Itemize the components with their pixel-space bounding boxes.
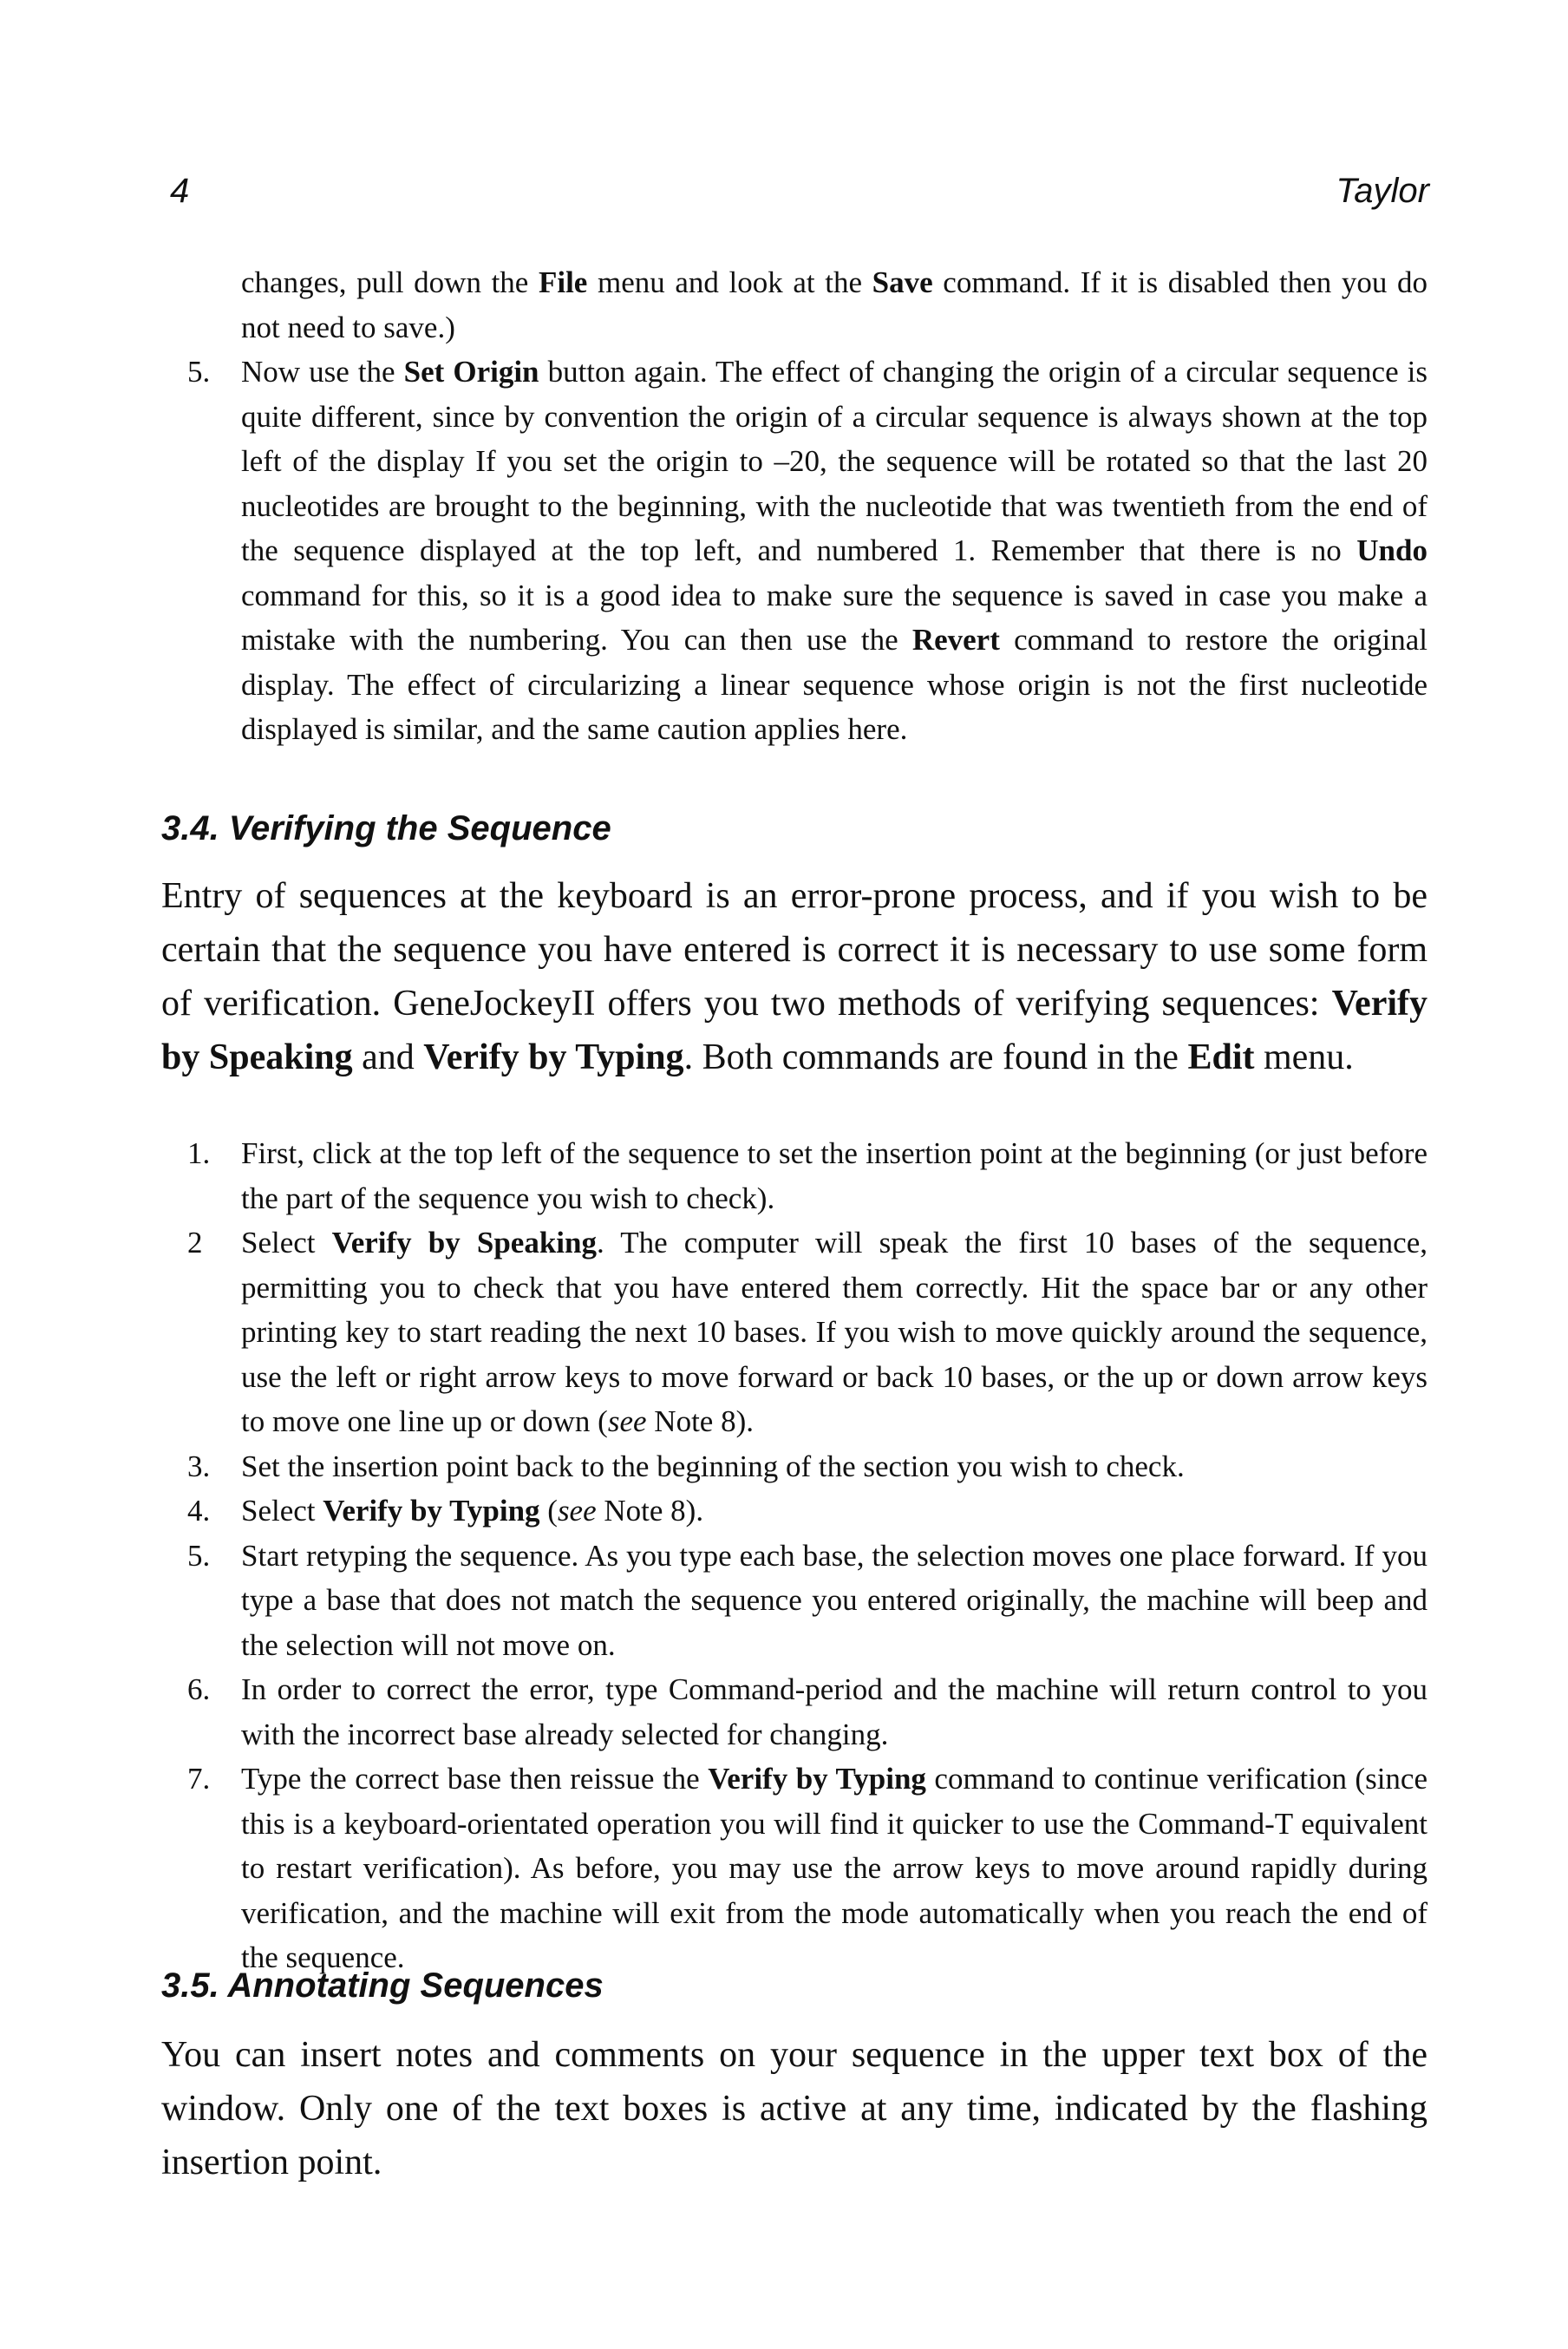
intro-paragraph: Entry of sequences at the keyboard is an error-prone process, and if you wish to be certain that the sequence you have entered is correct it is necessary to use some form of verification. GeneJockeyII offers you two methods of verifying sequences: Verify by Speaking and Verify by Typing. Both commands are found in the Edit menu. <box>161 876 1428 1077</box>
list-item: 5. Start retyping the sequence. As you type each base, the selection moves one place forward. If you type a base that does not match the sequence you entered originally, the machine will beep and the selection will not move on. <box>161 1534 1428 1668</box>
annotating-paragraph: You can insert notes and comments on your sequence in the upper text box of the window. Only one of the text boxes is active at any time, indicated by the flashing insertion point. <box>161 2035 1428 2182</box>
list-item: 2 Select Verify by Speaking. The computer will speak the first 10 bases of the sequence, permitting you to check that you have entered them correctly. Hit the space bar or any other printing key to start reading the next 10 bases. If you wish to move quickly around the sequence, use the left or right arrow keys to move forward or back 10 bases, or the up or down arrow keys to move one line up or down (see Note 8). <box>161 1220 1428 1444</box>
list-item: 7. Type the correct base then reissue the Verify by Typing command to continue verification (since this is a keyboard-orientated operation you will find it quicker to use the Command-T equivalent to restart verification). As before, you may use the arrow keys to move around rapidly during verification, and the machine will exit from the mode automatically when you reach the end of the sequence. <box>161 1757 1428 1980</box>
continuation-paragraph <box>161 260 1428 350</box>
list-item: 4. Select Verify by Typing (see Note 8). <box>161 1489 1428 1534</box>
list-number: 6. <box>187 1672 211 1706</box>
section-heading-3-5: 3.5. Annotating Sequences <box>161 1966 604 2005</box>
list-item: 1. First, click at the top left of the sequence to set the insertion point at the beginning (or just before the part of the sequence you wish to check). <box>161 1131 1428 1220</box>
list-item: 6. In order to correct the error, type Command-period and the machine will return control to you with the incorrect base already selected for changing. <box>161 1667 1428 1757</box>
list-number: 4. <box>187 1494 211 1528</box>
list-number: 5. <box>187 355 211 389</box>
list-number: 1. <box>187 1136 211 1170</box>
list-number: 3. <box>187 1449 211 1483</box>
list-item: 5. Now use the Set Origin button again. The effect of changing the origin of a circular sequence is quite different, since by convention the origin of a circular sequence is always shown at the top left of the display If you set the origin to –20, the sequence will be rotated so that the last 20 nucleotides are brought to the beginning, with the nucleotide that was twentieth from the end of the sequence displayed at the top left, and numbered 1. Remember that there is no Undo command for this, so it is a good idea to make sure the sequence is saved in case you make a mistake with the numbering. You can then use the Revert command to restore the original display. The effect of circularizing a linear sequence whose origin is not the first nucleotide displayed is similar, and the same caution applies here. <box>161 350 1428 752</box>
verification-steps-list <box>161 1131 1428 1980</box>
page-number: 4 <box>170 172 190 210</box>
list-item: 3. Set the insertion point back to the beginning of the section you wish to check. <box>161 1444 1428 1489</box>
list-number: 2 <box>187 1226 203 1260</box>
running-header-author: Taylor <box>1336 172 1429 210</box>
continuation-text: changes, pull down the File menu and look at the Save command. If it is disabled then you do not need to save.) <box>241 265 1428 344</box>
section-heading-3-4: 3.4. Verifying the Sequence <box>161 809 611 847</box>
list-number: 5. <box>187 1538 211 1573</box>
section-3-5-body <box>161 2028 1428 2189</box>
step-5-top <box>161 350 1428 752</box>
section-3-4-intro <box>161 869 1428 1084</box>
list-number: 7. <box>187 1762 211 1796</box>
